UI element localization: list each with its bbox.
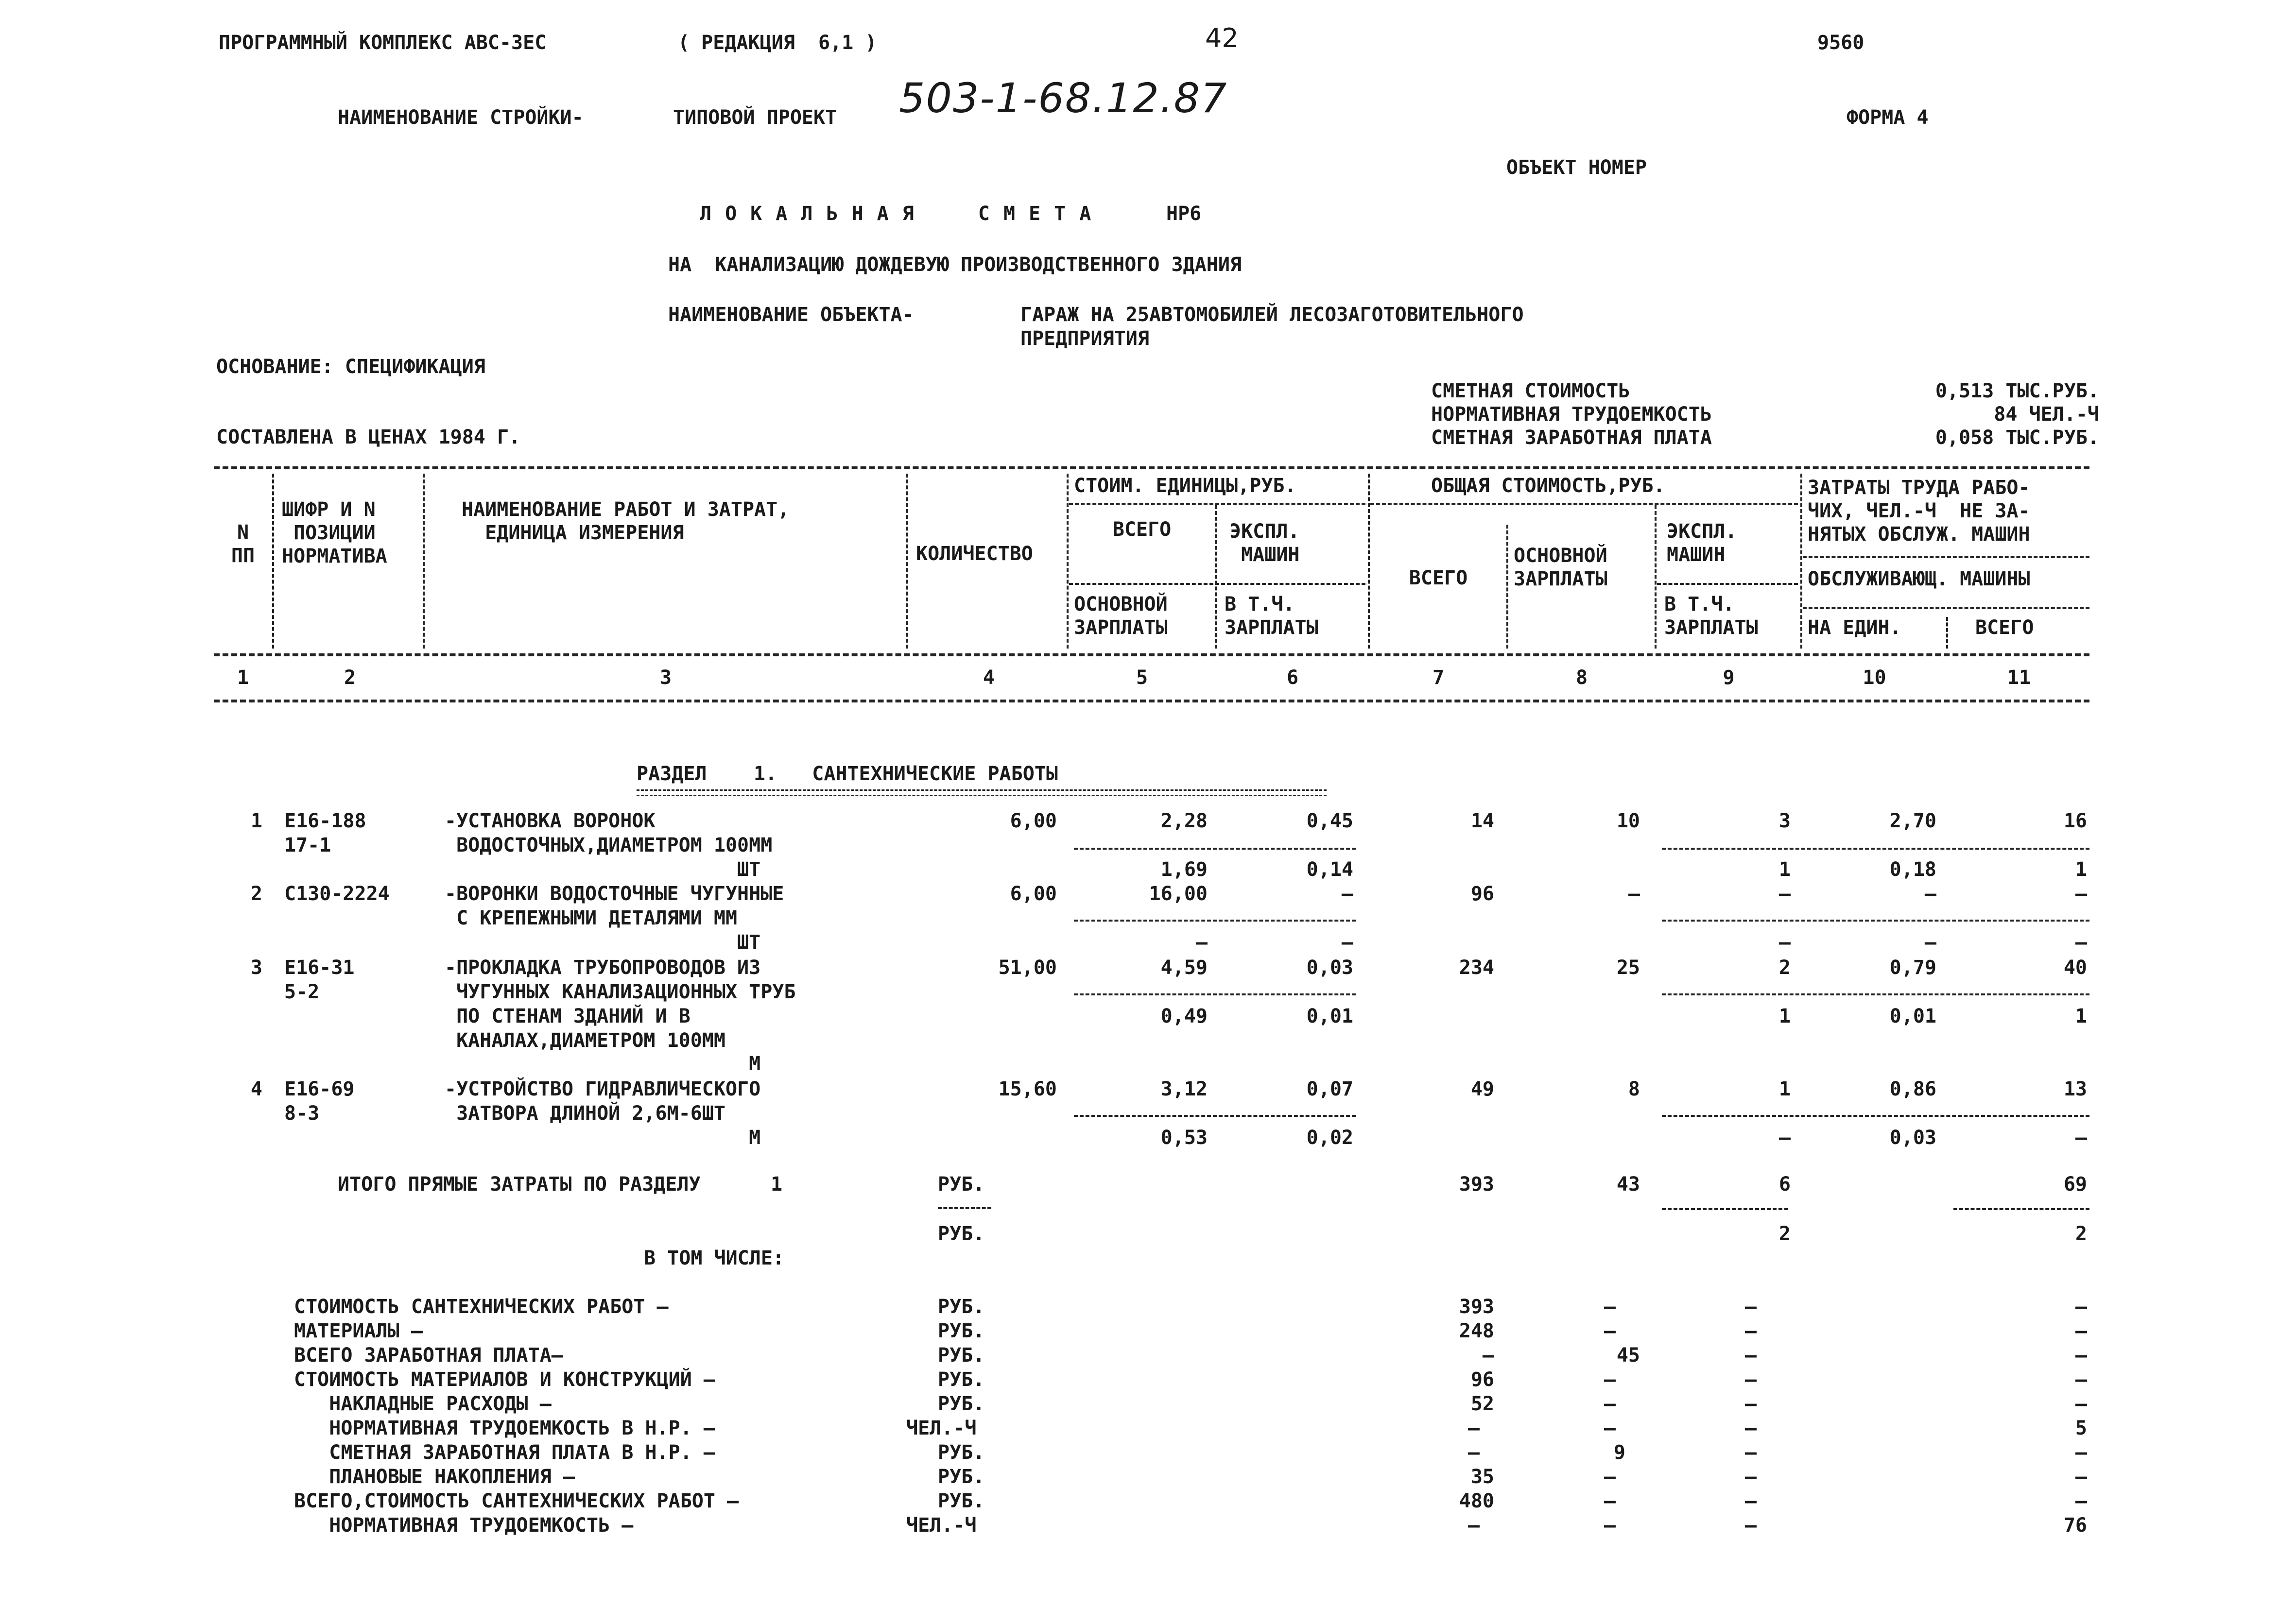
col-number-9: 9 xyxy=(1723,667,1735,689)
table-numbers-border xyxy=(214,700,2089,702)
row-c5: 2,28 xyxy=(1160,810,1208,832)
table-top-border xyxy=(214,466,2089,469)
program-name: ПРОГРАММНЫЙ КОМПЛЕКС АВС-ЗЕС xyxy=(219,32,547,54)
breakdown-c11: – xyxy=(2075,1393,2087,1415)
col-number-6: 6 xyxy=(1286,667,1299,689)
row-c7: 234 xyxy=(1459,957,1494,979)
breakdown-unit: РУБ. xyxy=(938,1296,985,1318)
breakdown-c8: – xyxy=(1604,1417,1616,1439)
breakdown-label: СТОИМОСТЬ МАТЕРИАЛОВ И КОНСТРУКЦИЙ – xyxy=(294,1368,715,1391)
col-header-n: N ПП xyxy=(231,521,255,567)
breakdown-c9: – xyxy=(1744,1344,1757,1367)
row-c5-wage: 0,53 xyxy=(1160,1127,1208,1149)
breakdown-c11: – xyxy=(2075,1344,2087,1367)
row-c7: 96 xyxy=(1470,883,1494,905)
row-c6: 0,03 xyxy=(1306,957,1353,979)
col-number-8: 8 xyxy=(1575,667,1588,689)
col-header-11: ВСЕГО xyxy=(1975,616,2034,639)
row-qty: 51,00 xyxy=(998,957,1057,979)
breakdown-c9: – xyxy=(1744,1466,1757,1488)
row-qty: 6,00 xyxy=(1010,883,1057,905)
row-name-line1: -УСТРОЙСТВО ГИДРАВЛИЧЕСКОГО xyxy=(445,1078,761,1100)
breakdown-unit: РУБ. xyxy=(938,1490,985,1512)
row-name-line2: С КРЕПЕЖНЫМИ ДЕТАЛЯМИ ММ xyxy=(445,907,738,929)
breakdown-label: СТОИМОСТЬ САНТЕХНИЧЕСКИХ РАБОТ – xyxy=(294,1296,669,1318)
breakdown-unit: ЧЕЛ.-Ч xyxy=(906,1417,977,1439)
breakdown-c9: – xyxy=(1744,1514,1757,1537)
row-c9-wage: – xyxy=(1778,931,1791,954)
row-c10-wage: 0,01 xyxy=(1889,1005,1936,1027)
row-c10-wage: 0,03 xyxy=(1889,1127,1936,1149)
row-c6-wage: 0,01 xyxy=(1306,1005,1353,1027)
row-c11: 13 xyxy=(2063,1078,2087,1100)
totals-label: ИТОГО ПРЯМЫЕ ЗАТРАТЫ ПО РАЗДЕЛУ 1 xyxy=(338,1173,783,1196)
col-header-7: ВСЕГО xyxy=(1409,567,1468,589)
totals-c9: 6 xyxy=(1778,1173,1791,1196)
including-label: В ТОМ ЧИСЛЕ: xyxy=(644,1247,784,1269)
row-name-line3: ПО СТЕНАМ ЗДАНИЙ И В xyxy=(445,1005,691,1027)
row-c9: 1 xyxy=(1778,1078,1791,1100)
row-code-sub: 5-2 xyxy=(284,981,320,1003)
breakdown-label: ПЛАНОВЫЕ НАКОПЛЕНИЯ – xyxy=(294,1466,575,1488)
row-qty: 15,60 xyxy=(998,1078,1057,1100)
breakdown-c8: – xyxy=(1604,1296,1616,1318)
object-label: НАИМЕНОВАНИЕ ОБЪЕКТА- xyxy=(668,304,914,326)
row-c7: 49 xyxy=(1470,1078,1494,1100)
row-code: Е16-188 xyxy=(284,810,366,832)
row-number: 3 xyxy=(250,957,262,979)
document-code: 9560 xyxy=(1817,32,1864,54)
col-header-qty: КОЛИЧЕСТВО xyxy=(916,543,1033,565)
project-label: ТИПОВОЙ ПРОЕКТ xyxy=(673,106,837,129)
breakdown-c7: – xyxy=(1467,1441,1480,1464)
row-code-sub: 8-3 xyxy=(284,1102,320,1125)
row-c5-wage: – xyxy=(1195,931,1208,954)
col-header-5-bottom: ОСНОВНОЙ ЗАРПЛАТЫ xyxy=(1074,593,1168,639)
breakdown-c9: – xyxy=(1744,1320,1757,1342)
breakdown-c11: – xyxy=(2075,1490,2087,1512)
row-name-unit: М xyxy=(445,1053,761,1075)
col-number-4: 4 xyxy=(983,667,995,689)
form-number: ФОРМА 4 xyxy=(1847,106,1929,129)
breakdown-c8: – xyxy=(1604,1514,1616,1537)
breakdown-c9: – xyxy=(1744,1296,1757,1318)
summary-label-3: СМЕТНАЯ ЗАРАБОТНАЯ ПЛАТА xyxy=(1431,427,1712,449)
breakdown-unit: РУБ. xyxy=(938,1466,985,1488)
row-qty: 6,00 xyxy=(1010,810,1057,832)
breakdown-c8: – xyxy=(1604,1368,1616,1391)
row-number: 2 xyxy=(250,883,262,905)
breakdown-c8: – xyxy=(1604,1320,1616,1342)
breakdown-unit: РУБ. xyxy=(938,1344,985,1367)
row-name-unit: ШТ xyxy=(445,931,761,954)
breakdown-c7: – xyxy=(1482,1344,1494,1367)
stroika-label: НАИМЕНОВАНИЕ СТРОЙКИ- xyxy=(338,106,584,129)
summary-label-2: НОРМАТИВНАЯ ТРУДОЕМКОСТЬ xyxy=(1431,403,1712,426)
row-c5: 16,00 xyxy=(1149,883,1208,905)
summary-value-3: 0,058 ТЫС.РУБ. xyxy=(1935,427,2099,449)
totals-c11: 69 xyxy=(2063,1173,2087,1196)
table-header-border xyxy=(214,653,2089,656)
row-c10-wage: 0,18 xyxy=(1889,858,1936,881)
breakdown-c7: 35 xyxy=(1470,1466,1494,1488)
col-header-total-cost: ОБЩАЯ СТОИМОСТЬ,РУБ. xyxy=(1431,475,1665,497)
col-number-5: 5 xyxy=(1136,667,1148,689)
breakdown-c11: 76 xyxy=(2063,1514,2087,1537)
row-name-line1: -ВОРОНКИ ВОДОСТОЧНЫЕ ЧУГУННЫЕ xyxy=(445,883,784,905)
breakdown-c7: – xyxy=(1467,1514,1480,1537)
row-c7: 14 xyxy=(1470,810,1494,832)
col-number-10: 10 xyxy=(1863,667,1886,689)
totals-c9-wage: 2 xyxy=(1778,1223,1791,1245)
breakdown-c9: – xyxy=(1744,1393,1757,1415)
col-header-unit-cost: СТОИМ. ЕДИНИЦЫ,РУБ. xyxy=(1074,475,1296,497)
breakdown-c7: 480 xyxy=(1459,1490,1494,1512)
breakdown-c11: – xyxy=(2075,1466,2087,1488)
document-title: ЛОКАЛЬНАЯ СМЕТА xyxy=(700,203,1105,225)
col-number-7: 7 xyxy=(1432,667,1445,689)
breakdown-unit: РУБ. xyxy=(938,1320,985,1342)
breakdown-c7: 96 xyxy=(1470,1368,1494,1391)
breakdown-c8: 45 xyxy=(1616,1344,1640,1367)
row-c9-wage: 1 xyxy=(1778,1005,1791,1027)
row-code: С130-2224 xyxy=(284,883,390,905)
row-name-line1: -УСТАНОВКА ВОРОНОК xyxy=(445,810,656,832)
row-c6-wage: – xyxy=(1341,931,1353,954)
row-c8: 10 xyxy=(1616,810,1640,832)
col-header-8: ОСНОВНОЙ ЗАРПЛАТЫ xyxy=(1514,545,1607,590)
document-title-code: НР6 xyxy=(1166,203,1202,225)
row-c11: – xyxy=(2075,883,2087,905)
breakdown-c8: – xyxy=(1604,1490,1616,1512)
row-c5-wage: 1,69 xyxy=(1160,858,1208,881)
row-c11: 16 xyxy=(2063,810,2087,832)
col-header-labor: ЗАТРАТЫ ТРУДА РАБО- ЧИХ, ЧЕЛ.-Ч НЕ ЗА- НЯТЫХ ОБСЛУЖ. МАШИН xyxy=(1808,477,2030,546)
breakdown-c9: – xyxy=(1744,1417,1757,1439)
breakdown-c8: 9 xyxy=(1613,1441,1625,1464)
row-c6-wage: 0,14 xyxy=(1306,858,1353,881)
row-c8: 25 xyxy=(1616,957,1640,979)
row-name-line1: -ПРОКЛАДКА ТРУБОПРОВОДОВ ИЗ xyxy=(445,957,761,979)
totals-c8: 43 xyxy=(1616,1173,1640,1196)
summary-label-1: СМЕТНАЯ СТОИМОСТЬ xyxy=(1431,380,1630,402)
object-name-line1: ГАРАЖ НА 25АВТОМОБИЛЕЙ ЛЕСОЗАГОТОВИТЕЛЬНОГО xyxy=(1020,304,1524,326)
row-c6: 0,07 xyxy=(1306,1078,1353,1100)
breakdown-c7: 393 xyxy=(1459,1296,1494,1318)
col-header-6-top: ЭКСПЛ. МАШИН xyxy=(1229,520,1300,566)
row-name-unit: ШТ xyxy=(445,858,761,881)
col-number-3: 3 xyxy=(659,667,672,689)
row-c9: 3 xyxy=(1778,810,1791,832)
prices-basis: СОСТАВЛЕНА В ЦЕНАХ 1984 Г. xyxy=(216,426,521,448)
totals-unit-2: РУБ. xyxy=(938,1223,985,1245)
section-title: РАЗДЕЛ 1. САНТЕХНИЧЕСКИЕ РАБОТЫ xyxy=(637,763,1058,785)
row-code: Е16-31 xyxy=(284,957,355,979)
col-header-6-bottom: В Т.Ч. ЗАРПЛАТЫ xyxy=(1225,593,1318,639)
col-header-10: НА ЕДИН. xyxy=(1808,616,1901,639)
breakdown-unit: РУБ. xyxy=(938,1393,985,1415)
section-underline xyxy=(637,789,1327,796)
col-header-name: НАИМЕНОВАНИЕ РАБОТ И ЗАТРАТ, ЕДИНИЦА ИЗМЕРЕНИЯ xyxy=(462,498,790,544)
col-header-9: ЭКСПЛ. МАШИН xyxy=(1667,520,1737,566)
row-name-line2: ЗАТВОРА ДЛИНОЙ 2,6М-6ШТ xyxy=(445,1102,725,1125)
breakdown-c11: 5 xyxy=(2075,1417,2087,1439)
row-c11-wage: – xyxy=(2075,931,2087,954)
breakdown-unit: РУБ. xyxy=(938,1368,985,1391)
row-c11: 40 xyxy=(2063,957,2087,979)
row-name-line2: ВОДОСТОЧНЫХ,ДИАМЕТРОМ 100ММ xyxy=(445,834,773,856)
row-c5-wage: 0,49 xyxy=(1160,1005,1208,1027)
row-c9-wage: – xyxy=(1778,1127,1791,1149)
summary-value-1: 0,513 ТЫС.РУБ. xyxy=(1935,380,2099,402)
breakdown-c11: – xyxy=(2075,1441,2087,1464)
breakdown-c7: 52 xyxy=(1470,1393,1494,1415)
breakdown-label: МАТЕРИАЛЫ – xyxy=(294,1320,423,1342)
row-name-line4: КАНАЛАХ,ДИАМЕТРОМ 100ММ xyxy=(445,1029,725,1052)
row-c9-wage: 1 xyxy=(1778,858,1791,881)
totals-c11-wage: 2 xyxy=(2075,1223,2087,1245)
breakdown-c11: – xyxy=(2075,1320,2087,1342)
object-number: ОБЪЕКТ НОМЕР xyxy=(1506,156,1647,179)
breakdown-label: НАКЛАДНЫЕ РАСХОДЫ – xyxy=(294,1393,552,1415)
breakdown-label: ВСЕГО ЗАРАБОТНАЯ ПЛАТА– xyxy=(294,1344,563,1367)
row-c6: – xyxy=(1341,883,1353,905)
col-number-11: 11 xyxy=(2007,667,2031,689)
row-name-line2: ЧУГУННЫХ КАНАЛИЗАЦИОННЫХ ТРУБ xyxy=(445,981,796,1003)
col-header-code: ШИФР И N ПОЗИЦИИ НОРМАТИВА xyxy=(282,498,387,567)
breakdown-c7: 248 xyxy=(1459,1320,1494,1342)
col-header-9-bottom: В Т.Ч. ЗАРПЛАТЫ xyxy=(1664,593,1758,639)
row-c11-wage: 1 xyxy=(2075,1005,2087,1027)
row-c6-wage: 0,02 xyxy=(1306,1127,1353,1149)
basis: ОСНОВАНИЕ: СПЕЦИФИКАЦИЯ xyxy=(216,356,485,378)
row-number: 4 xyxy=(250,1078,262,1100)
row-c9: – xyxy=(1778,883,1791,905)
breakdown-c11: – xyxy=(2075,1296,2087,1318)
object-name-line2: ПРЕДПРИЯТИЯ xyxy=(1020,327,1149,350)
breakdown-label: НОРМАТИВНАЯ ТРУДОЕМКОСТЬ – xyxy=(294,1514,634,1537)
breakdown-c8: – xyxy=(1604,1393,1616,1415)
row-c10-wage: – xyxy=(1924,931,1936,954)
edition: ( РЕДАКЦИЯ 6,1 ) xyxy=(678,32,877,54)
totals-c7: 393 xyxy=(1459,1173,1494,1196)
breakdown-c9: – xyxy=(1744,1490,1757,1512)
breakdown-c9: – xyxy=(1744,1441,1757,1464)
document-subtitle: НА КАНАЛИЗАЦИЮ ДОЖДЕВУЮ ПРОИЗВОДСТВЕННОГО ЗДАНИЯ xyxy=(668,254,1242,276)
row-c10: 2,70 xyxy=(1889,810,1936,832)
page-number: 42 xyxy=(1205,23,1239,53)
row-c11-wage: – xyxy=(2075,1127,2087,1149)
col-header-5-top: ВСЕГО xyxy=(1112,518,1172,541)
row-code-sub: 17-1 xyxy=(284,834,331,856)
col-header-labor-sub: ОБСЛУЖИВАЮЩ. МАШИНЫ xyxy=(1808,568,2030,590)
breakdown-label: СМЕТНАЯ ЗАРАБОТНАЯ ПЛАТА В Н.Р. – xyxy=(294,1441,715,1464)
row-c8: 8 xyxy=(1628,1078,1640,1100)
row-code: Е16-69 xyxy=(284,1078,355,1100)
row-c8: – xyxy=(1628,883,1640,905)
breakdown-c9: – xyxy=(1744,1368,1757,1391)
col-number-2: 2 xyxy=(344,667,356,689)
breakdown-unit: ЧЕЛ.-Ч xyxy=(906,1514,977,1537)
row-number: 1 xyxy=(250,810,262,832)
row-c10: 0,79 xyxy=(1889,957,1936,979)
row-c6: 0,45 xyxy=(1306,810,1353,832)
row-c9: 2 xyxy=(1778,957,1791,979)
row-c11-wage: 1 xyxy=(2075,858,2087,881)
row-name-unit: М xyxy=(445,1127,761,1149)
row-c5: 4,59 xyxy=(1160,957,1208,979)
breakdown-c7: – xyxy=(1467,1417,1480,1439)
breakdown-label: ВСЕГО,СТОИМОСТЬ САНТЕХНИЧЕСКИХ РАБОТ – xyxy=(294,1490,739,1512)
breakdown-label: НОРМАТИВНАЯ ТРУДОЕМКОСТЬ В Н.Р. – xyxy=(294,1417,715,1439)
row-c10: 0,86 xyxy=(1889,1078,1936,1100)
breakdown-c11: – xyxy=(2075,1368,2087,1391)
summary-value-2: 84 ЧЕЛ.-Ч xyxy=(1994,403,2099,426)
project-number-handwritten: 503-1-68.12.87 xyxy=(899,74,1228,122)
row-c5: 3,12 xyxy=(1160,1078,1208,1100)
breakdown-c8: – xyxy=(1604,1466,1616,1488)
totals-unit: РУБ. xyxy=(938,1173,985,1196)
col-number-1: 1 xyxy=(237,667,249,689)
row-c10: – xyxy=(1924,883,1936,905)
breakdown-unit: РУБ. xyxy=(938,1441,985,1464)
